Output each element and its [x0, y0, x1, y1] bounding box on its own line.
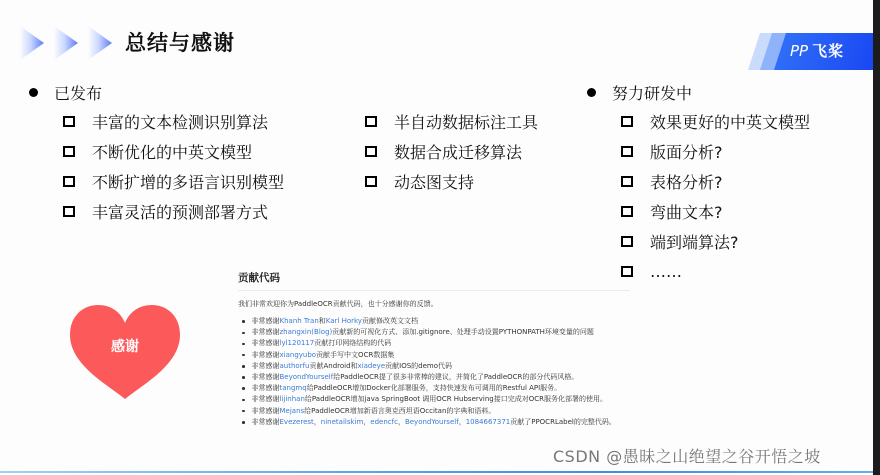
released-label: 已发布 [54, 84, 103, 103]
contributor-prefix: 非常感谢 [251, 406, 280, 415]
bullet-dot-icon [242, 354, 245, 357]
contributor-item [242, 394, 636, 405]
in-progress-heading [587, 81, 692, 104]
heart-label: 感谢 [111, 339, 139, 355]
logo-text [790, 40, 844, 61]
contributors-list [238, 316, 636, 428]
square-bullet-icon [621, 116, 633, 127]
heart-shape [68, 303, 182, 399]
contributor-text: ， [363, 417, 371, 426]
contributor-text: 贡献打印网络结构的代码 [314, 339, 392, 348]
header-chevrons [20, 26, 112, 60]
square-bullet-icon [63, 176, 75, 187]
contributor-prefix: 非常感谢 [251, 339, 280, 348]
list-item-text: …… [650, 261, 682, 281]
contributor-text: 给PaddleOCR增加java SpringBoot 调用OCR Hubserving接口完成对OCR服务化部署的使用。 [304, 395, 607, 404]
list-item-text: 端到端算法? [650, 232, 739, 252]
bullet-dot-icon [29, 88, 38, 97]
contributor-link[interactable]: BeyondYourself [279, 372, 334, 381]
contributor-prefix: 非常感谢 [251, 350, 280, 359]
chevron-right-icon [20, 26, 44, 60]
bullet-dot-icon [242, 387, 245, 390]
square-bullet-icon [621, 206, 633, 217]
bullet-dot-icon [587, 88, 596, 97]
list-item-text: 丰富的文本检测识别算法 [92, 112, 269, 132]
contributor-item [242, 406, 636, 417]
list-item [621, 136, 810, 166]
contributor-text: ， [397, 417, 405, 426]
list-item [365, 106, 538, 136]
contributor-text: ， [313, 417, 321, 426]
bullet-dot-icon [242, 376, 245, 379]
list-item [63, 136, 284, 166]
list-item [621, 226, 810, 256]
bullet-dot-icon [242, 332, 245, 335]
bullet-dot-icon [242, 421, 245, 424]
watermark: CSDN @愚昧之山绝望之谷开悟之坡 [553, 447, 821, 466]
square-bullet-icon [621, 176, 633, 187]
contributor-link[interactable]: lyl120117 [279, 339, 315, 348]
list-item [621, 166, 810, 196]
bottom-divider [0, 471, 873, 473]
square-bullet-icon [365, 116, 377, 127]
contributor-text: 给PaddleOCR提了很多非常棒的建议，并简化了PaddleOCR的部分代码风格。 [333, 372, 579, 381]
contributors-intro: 我们非常欢迎你为PaddleOCR贡献代码，也十分感谢你的反馈。 [238, 300, 438, 308]
square-bullet-icon [63, 146, 75, 157]
contributor-prefix: 非常感谢 [251, 361, 280, 370]
bullet-dot-icon [242, 410, 245, 413]
contributor-text: 贡献新的可视化方式、添加.gitignore、处理手动设置PYTHONPATH环境变量的问题 [332, 328, 594, 337]
square-bullet-icon [365, 146, 377, 157]
list-item-text: 表格分析? [650, 172, 723, 192]
contributor-text: 贡献了PPOCRLabel的完整代码。 [510, 417, 616, 426]
contributor-link[interactable]: authorfu [279, 361, 310, 370]
contributor-link[interactable]: lijinhan [279, 395, 305, 404]
list-item-text: 版面分析? [650, 142, 723, 162]
contributor-text: 贡献修改英文文档 [361, 317, 418, 325]
contributor-prefix: 非常感谢 [251, 328, 280, 337]
list-item [63, 106, 284, 136]
contributor-text: ， [458, 417, 466, 426]
released-heading [29, 81, 102, 104]
contributor-item [242, 383, 636, 394]
contributor-link[interactable]: Khanh Tran [279, 317, 319, 325]
contributor-link[interactable]: edencfc [370, 417, 398, 426]
contributor-item [242, 316, 636, 327]
logo-label: 飞桨 [812, 42, 845, 60]
in-progress-label: 努力研发中 [612, 84, 693, 103]
square-bullet-icon [621, 146, 633, 157]
logo-mark-icon: PP [790, 42, 809, 60]
paddlepaddle-logo [748, 33, 873, 70]
contributor-link[interactable]: BeyondYourself [404, 417, 459, 426]
list-item [63, 196, 284, 226]
contributor-prefix: 非常感谢 [251, 417, 280, 426]
contributor-link[interactable]: Evezerest [279, 417, 314, 426]
contributor-prefix: 非常感谢 [251, 384, 280, 393]
contributor-text: 贡献Android和 [309, 361, 358, 370]
contributor-item [242, 361, 636, 372]
contributor-text: 贡献IOS的demo代码 [385, 361, 452, 370]
contributor-prefix: 非常感谢 [251, 395, 280, 404]
contributors-title: 贡献代码 [238, 270, 630, 291]
contributor-link[interactable]: zhangxin(Blog) [279, 328, 333, 337]
contributor-link[interactable]: Karl Horky [325, 317, 362, 325]
in-progress-list [621, 106, 810, 286]
released-list-col2 [365, 106, 538, 196]
list-item [63, 166, 284, 196]
list-item-text: 丰富灵活的预测部署方式 [92, 202, 269, 222]
square-bullet-icon [365, 176, 377, 187]
list-item [365, 136, 538, 166]
list-item-text: 不断优化的中英文模型 [92, 142, 253, 162]
list-item [365, 166, 538, 196]
contributor-link[interactable]: 1084667371 [465, 417, 511, 426]
contributor-text: 贡献手写中文OCR数据集 [316, 350, 395, 359]
slide-title: 总结与感谢 [125, 31, 235, 55]
contributor-text: 给PaddleOCR增加新语言奥克西坦语Occitan的字典和语料。 [304, 406, 496, 415]
contributor-text: 和 [318, 317, 326, 325]
contributor-prefix: 非常感谢 [251, 317, 280, 325]
list-item-text: 效果更好的中英文模型 [650, 112, 811, 132]
contributor-item [242, 350, 636, 361]
list-item-text: 不断扩增的多语言识别模型 [92, 172, 285, 192]
square-bullet-icon [63, 116, 75, 127]
contributor-item [242, 372, 636, 383]
bullet-dot-icon [242, 399, 245, 402]
bullet-dot-icon [242, 320, 245, 323]
list-item-text: 动态图支持 [394, 172, 475, 192]
list-item-text: 弯曲文本? [650, 202, 723, 222]
list-item [621, 106, 810, 136]
list-item [621, 256, 810, 286]
chevron-right-icon [88, 26, 112, 60]
contributor-prefix: 非常感谢 [251, 372, 280, 381]
square-bullet-icon [63, 206, 75, 217]
contributor-item [242, 327, 636, 338]
list-item-text: 数据合成迁移算法 [394, 142, 523, 162]
bullet-dot-icon [242, 343, 245, 346]
contributor-text: 给PaddleOCR增加Docker化部署服务，支持快速发布可调用的Restful API服务。 [306, 384, 562, 393]
contributor-link[interactable]: xiadeye [357, 361, 386, 370]
chevron-right-icon [54, 26, 78, 60]
list-item [621, 196, 810, 226]
contributor-link[interactable]: ninetailskim [320, 417, 364, 426]
list-item-text: 半自动数据标注工具 [394, 112, 539, 132]
contributor-item [242, 338, 636, 349]
bullet-dot-icon [242, 365, 245, 368]
contributor-link[interactable]: tangmq [279, 384, 307, 393]
contributor-link[interactable]: Mejans [279, 406, 305, 415]
contributor-item [242, 417, 636, 428]
released-list-col1 [63, 106, 284, 226]
window-edge [873, 0, 880, 475]
square-bullet-icon [621, 236, 633, 247]
contributors-panel [238, 270, 636, 450]
contributor-link[interactable]: xiangyubo [279, 350, 317, 359]
